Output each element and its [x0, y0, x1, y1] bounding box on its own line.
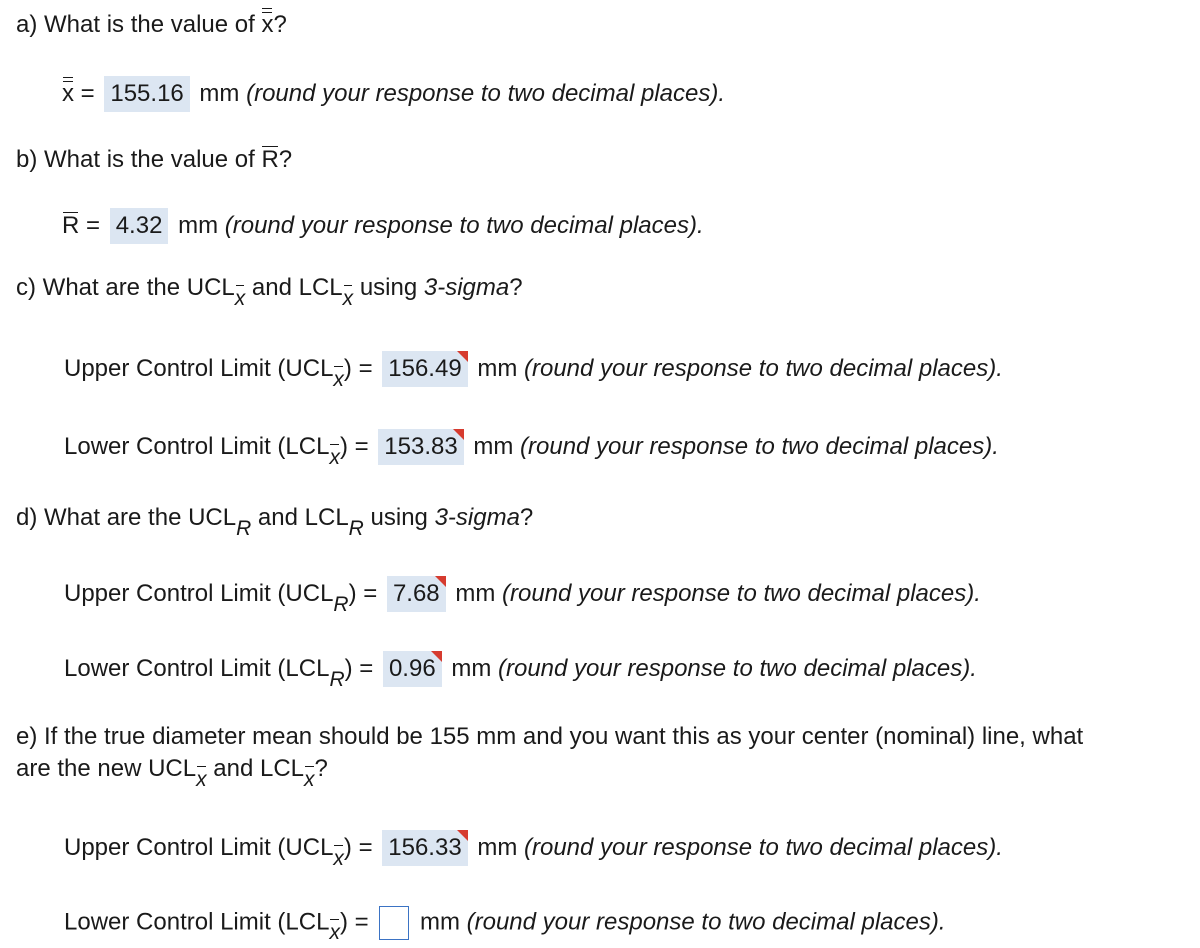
- x-bar-subscript: x: [304, 765, 315, 795]
- rounding-hint: (round your response to two decimal places).: [524, 355, 1003, 382]
- question-b: b) What is the value of R?: [16, 146, 293, 173]
- r-subscript: R: [333, 593, 349, 616]
- answer-c-ucl-value[interactable]: 156.49: [382, 351, 467, 387]
- answer-b-row: R = 4.32 mm (round your response to two decimal places).: [62, 208, 704, 244]
- x-double-bar-label: x: [62, 80, 74, 107]
- rounding-hint: (round your response to two decimal places).: [466, 908, 946, 936]
- x-bar-subscript: x: [343, 284, 354, 314]
- answer-a-row: x = 155.16 mm (round your response to two decimal places).: [62, 76, 725, 112]
- question-d: d) What are the UCLR and LCLR using 3-sigma?: [16, 504, 534, 540]
- answer-c-ucl-row: Upper Control Limit (UCLx) = 156.49 mm (round your response to two decimal places).: [64, 351, 1003, 387]
- answer-c-lcl-value[interactable]: 153.83: [378, 429, 463, 465]
- answer-d-lcl-row: Lower Control Limit (LCLR) = 0.96 mm (round your response to two decimal places).: [64, 651, 977, 687]
- x-bar-subscript: x: [329, 443, 340, 473]
- question-e-line2: are the new UCLx and LCLx?: [16, 754, 328, 785]
- answer-d-ucl-value[interactable]: 7.68: [387, 576, 446, 612]
- answer-e-lcl-row: Lower Control Limit (LCLx) = mm (round your response to two decimal places).: [64, 906, 946, 940]
- question-c: c) What are the UCLx and LCLx using 3-sigma?: [16, 273, 523, 304]
- r-subscript: R: [236, 517, 252, 540]
- question-a: a) What is the value of x?: [16, 11, 287, 38]
- rounding-hint: (round your response to two decimal places).: [224, 212, 704, 239]
- rounding-hint: (round your response to two decimal places).: [498, 655, 977, 682]
- answer-e-ucl-row: Upper Control Limit (UCLx) = 156.33 mm (round your response to two decimal places).: [64, 830, 1003, 866]
- answer-d-lcl-value[interactable]: 0.96: [383, 651, 442, 687]
- r-subscript: R: [348, 517, 364, 540]
- r-subscript: R: [329, 668, 345, 691]
- x-double-bar-symbol: x: [261, 11, 274, 38]
- answer-e-ucl-value[interactable]: 156.33: [382, 830, 467, 866]
- x-bar-subscript: x: [196, 765, 207, 795]
- answer-b-value[interactable]: 4.32: [110, 208, 169, 244]
- answer-a-value[interactable]: 155.16: [104, 76, 189, 112]
- rounding-hint: (round your response to two decimal places).: [520, 433, 999, 460]
- x-bar-subscript: x: [333, 365, 344, 395]
- answer-d-ucl-row: Upper Control Limit (UCLR) = 7.68 mm (round your response to two decimal places).: [64, 576, 981, 612]
- x-bar-subscript: x: [235, 284, 246, 314]
- answer-c-lcl-row: Lower Control Limit (LCLx) = 153.83 mm (round your response to two decimal places).: [64, 429, 999, 465]
- question-e-line1: e) If the true diameter mean should be 155 mm and you want this as your center (nominal) line, what: [16, 723, 1084, 750]
- r-bar-symbol: R: [261, 146, 279, 173]
- rounding-hint: (round your response to two decimal places).: [524, 834, 1003, 861]
- x-bar-subscript: x: [333, 844, 344, 874]
- r-bar-label: R: [62, 212, 80, 239]
- rounding-hint: (round your response to two decimal places).: [501, 580, 981, 607]
- x-bar-subscript: x: [329, 918, 340, 948]
- rounding-hint: (round your response to two decimal places).: [246, 80, 725, 107]
- answer-e-lcl-input[interactable]: [379, 906, 409, 940]
